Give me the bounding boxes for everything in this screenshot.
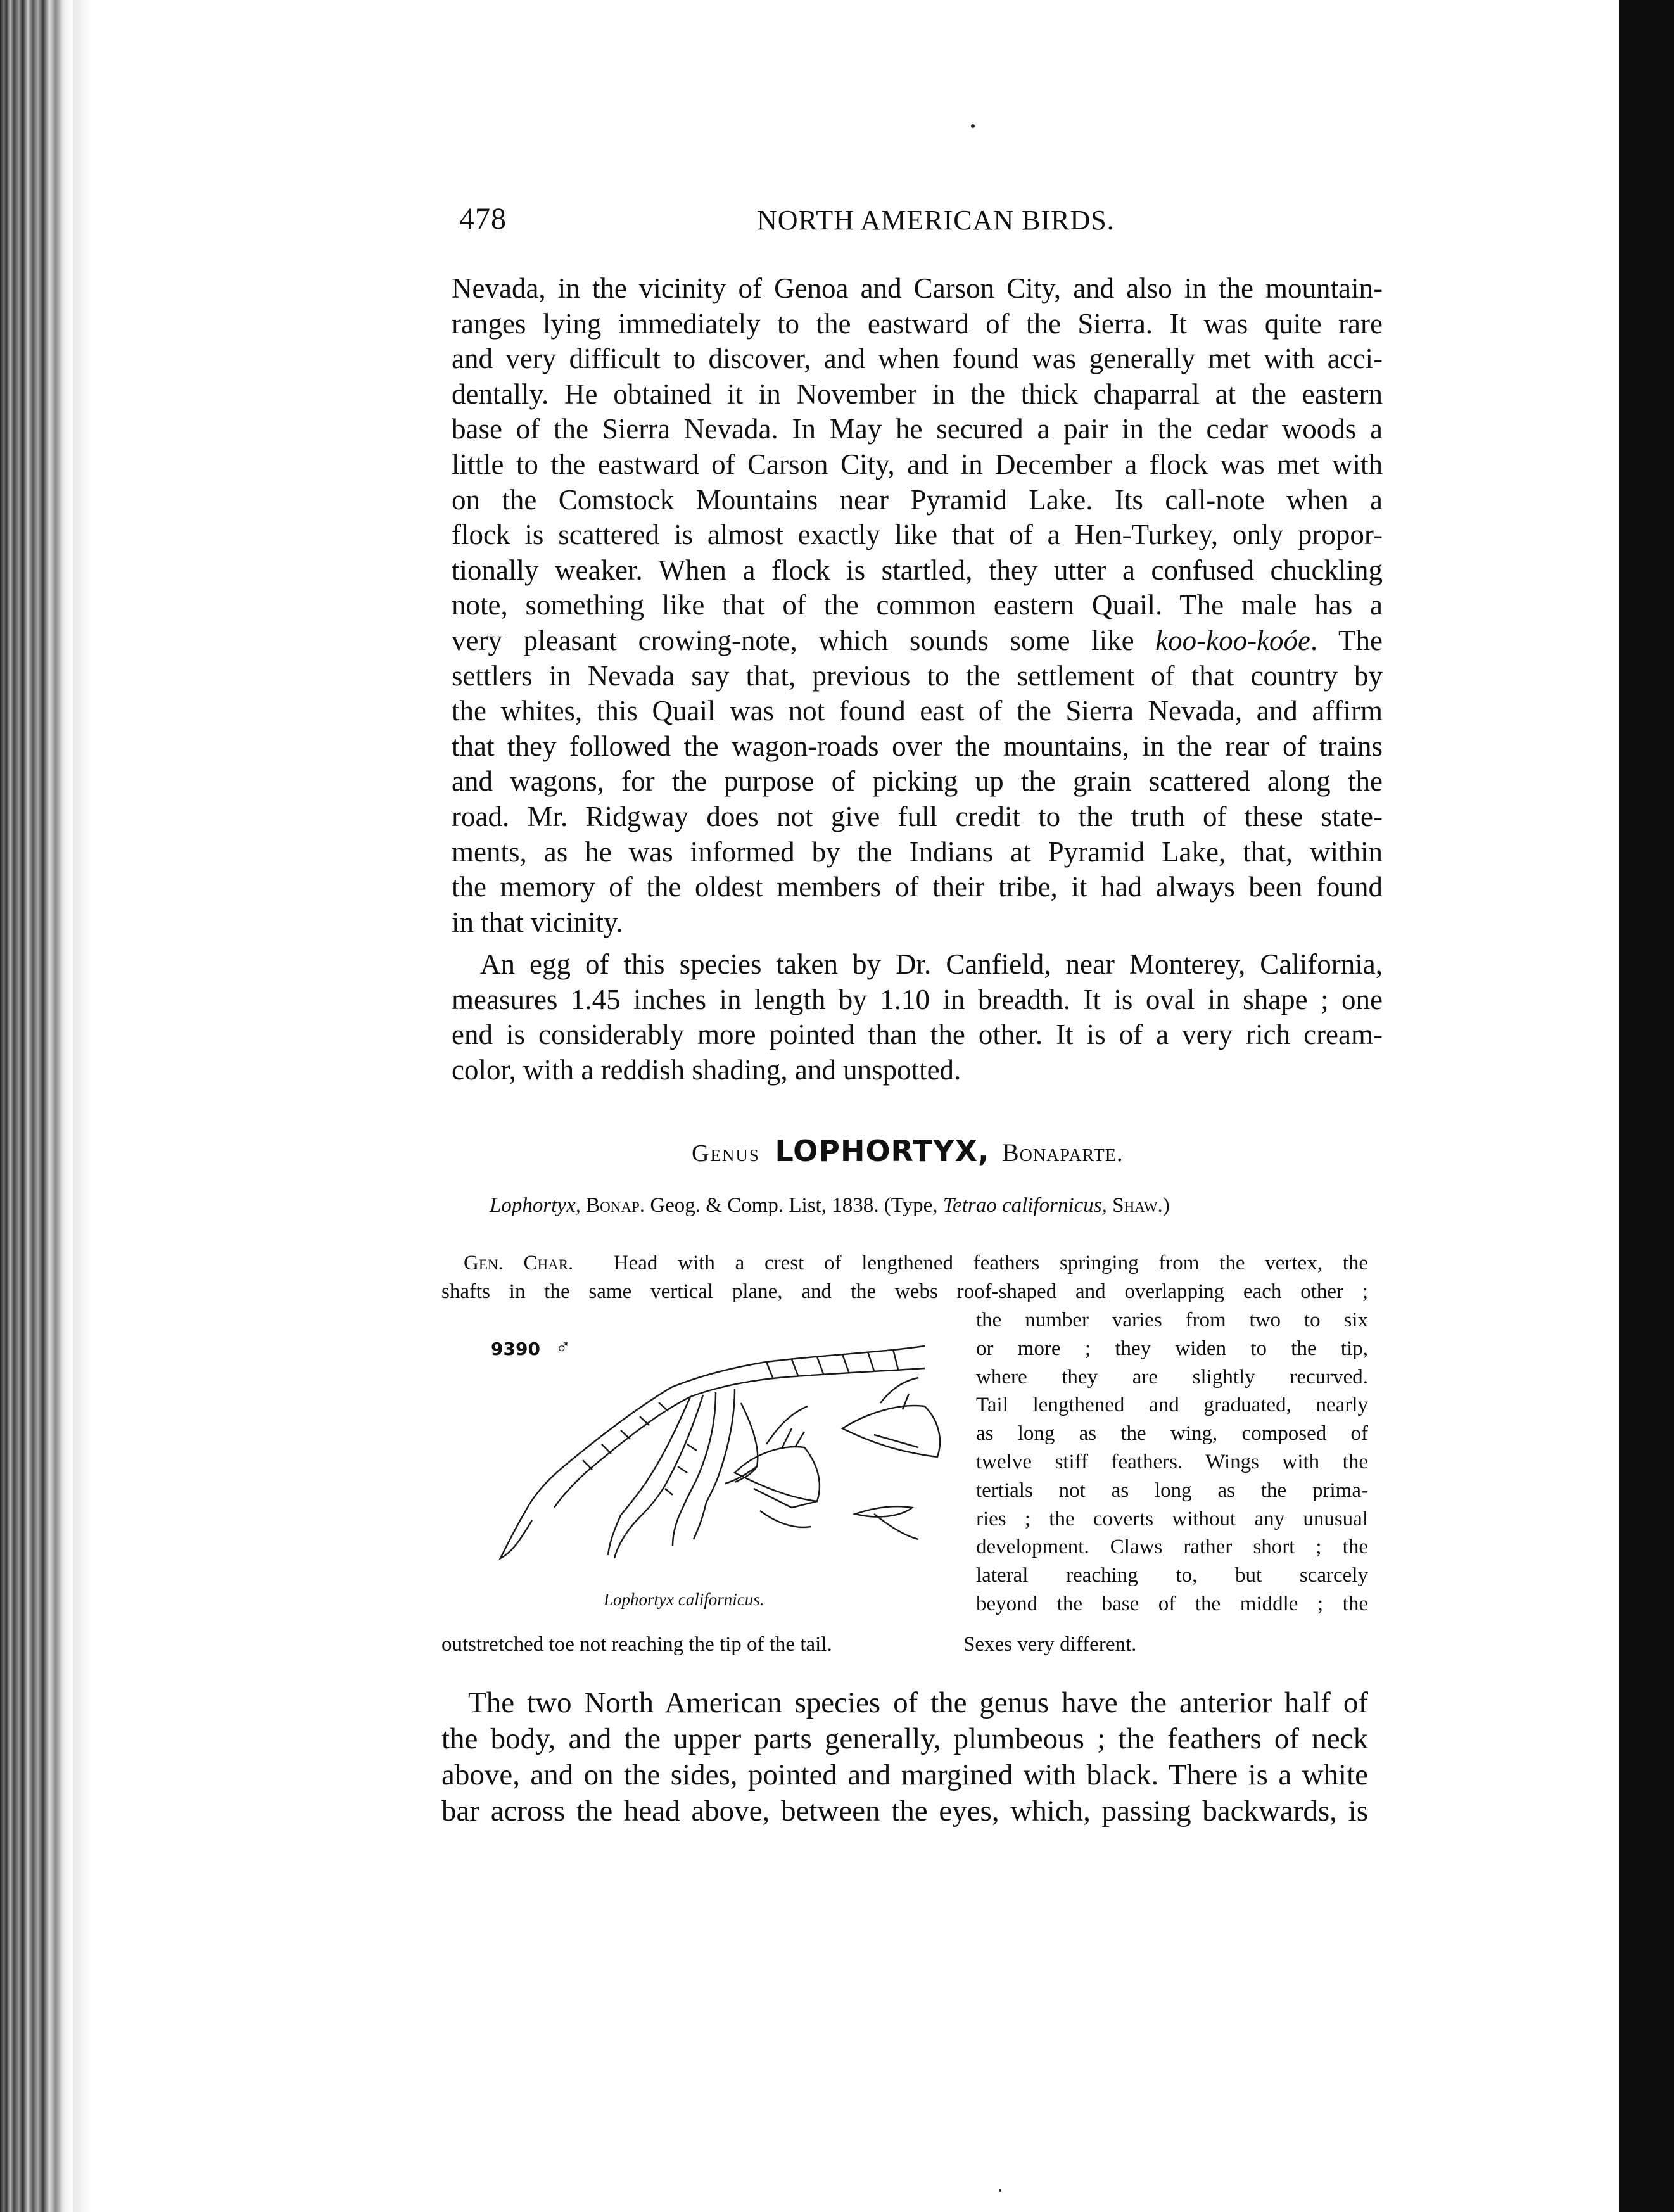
- text-line: beyond the base of the middle ; the: [976, 1592, 1368, 1615]
- citation-author: Bonap.: [586, 1194, 645, 1217]
- text-line: The two North American species of the genus have the anterior half of: [468, 1686, 1368, 1719]
- genus-heading: [692, 1134, 1124, 1168]
- citation-type-author: Shaw.): [1112, 1194, 1170, 1217]
- specimen-number: 9390: [491, 1338, 540, 1359]
- text-line: and very difficult to discover, and when found was generally met with acci-: [452, 343, 1383, 375]
- text-line: note, something like that of the common eastern Quail. The male has a: [452, 589, 1383, 621]
- text-line: Gen. Char. Head with a crest of lengthened feathers springing from the vertex, the: [464, 1252, 1369, 1274]
- text-line: road. Mr. Ridgway does not give full credit to the truth of these state-: [452, 800, 1383, 832]
- genus-author: Bonaparte.: [1002, 1138, 1124, 1167]
- head-drawings: [735, 1378, 940, 1539]
- text-line: shafts in the same vertical plane, and the webs roof-shaped and overlapping each other ;: [441, 1280, 1368, 1303]
- text-line: lateral reaching to, but scarcely: [976, 1564, 1368, 1587]
- text-line: color, with a reddish shading, and unspotted.: [452, 1053, 961, 1086]
- text-line: tionally weaker. When a flock is startled, they utter a confused chuckling: [452, 554, 1383, 586]
- text-line: development. Claws rather short ; the: [976, 1535, 1368, 1559]
- paragraph-nevada: [452, 271, 1383, 940]
- text-line-call-note: very pleasant crowing-note, which sounds some like koo-koo-koóe. The: [452, 624, 1383, 656]
- speck-mark: [971, 124, 975, 128]
- text-line: base of the Sierra Nevada. In May he secured a pair in the cedar woods a: [452, 413, 1383, 445]
- text-line: the whites, this Quail was not found east of the Sierra Nevada, and affirm: [452, 695, 1383, 727]
- text-line: end is considerably more pointed than the other. It is of a very rich cream-: [452, 1019, 1383, 1051]
- text-line: the body, and the upper parts generally, plumbeous ; the feathers of neck: [441, 1722, 1368, 1755]
- citation-type: Tetrao californicus,: [942, 1194, 1107, 1217]
- text-line: dentally. He obtained it in November in the thick chaparral at the eastern: [452, 378, 1383, 410]
- text-line: ries ; the coverts without any unusual: [976, 1507, 1368, 1530]
- text-line: and wagons, for the purpose of picking up the grain scattered along the: [452, 765, 1383, 798]
- text-line: or more ; they widen to the tip,: [976, 1337, 1368, 1360]
- text-line: Tail lengthened and graduated, nearly: [976, 1394, 1368, 1417]
- text-line: on the Comstock Mountains near Pyramid Lake. Its call-note when a: [452, 483, 1383, 516]
- text-line: An egg of this species taken by Dr. Canfield, near Monterey, California,: [480, 948, 1383, 980]
- call-note-italic: koo-koo-koóe: [1155, 624, 1311, 656]
- running-title: NORTH AMERICAN BIRDS.: [757, 205, 1115, 236]
- text-line: the number varies from two to six: [976, 1309, 1368, 1332]
- text-line: twelve stiff feathers. Wings with the: [976, 1450, 1368, 1473]
- text-line: the memory of the oldest members of their tribe, it had always been found: [452, 871, 1383, 903]
- generic-characters-side: [976, 1306, 1368, 1618]
- speck-mark: [999, 2189, 1001, 2192]
- sex-symbol: ♂: [555, 1335, 571, 1358]
- text-line: tertials not as long as the prima-: [976, 1478, 1368, 1502]
- right-page-edge: [1619, 0, 1674, 2212]
- paragraph-species: [441, 1685, 1368, 1829]
- text-line: ranges lying immediately to the eastward of the Sierra. It was quite rare: [452, 307, 1383, 340]
- text-line: Nevada, in the vicinity of Genoa and Carson City, and also in the mountain-: [452, 272, 1383, 304]
- text-line: flock is scattered is almost exactly like that of a Hen-Turkey, only propor-: [452, 519, 1383, 551]
- genus-name: LOPHORTYX,: [775, 1134, 990, 1168]
- text-line: that they followed the wagon-roads over the mountains, in the rear of trains: [452, 730, 1383, 762]
- text-line: settlers in Nevada say that, previous to the settlement of that country by: [452, 659, 1383, 692]
- generic-characters: [441, 1249, 1368, 1306]
- citation-reference: Geog. & Comp. List, 1838. (Type,: [650, 1194, 938, 1217]
- text-line: in that vicinity.: [452, 906, 623, 938]
- page-number: 478: [459, 202, 507, 236]
- genus-label: Genus: [692, 1140, 760, 1167]
- gen-char-last-left: outstretched toe not reaching the tip of the tail.: [441, 1633, 832, 1656]
- book-spine-shadow: [0, 0, 73, 2212]
- foot-drawing: [500, 1346, 925, 1558]
- gutter-fade: [73, 0, 92, 2212]
- paragraph-egg: [452, 947, 1383, 1088]
- gen-char-label: Gen. Char.: [464, 1252, 574, 1274]
- text-line: ments, as he was informed by the Indians at Pyramid Lake, that, within: [452, 836, 1383, 868]
- text-line: measures 1.45 inches in length by 1.10 in breadth. It is oval in shape ; one: [452, 983, 1383, 1015]
- text-line: where they are slightly recurved.: [976, 1365, 1368, 1389]
- text-line: as long as the wing, composed of: [976, 1422, 1368, 1446]
- text-line: bar across the head above, between the eyes, which, passing backwards, is: [441, 1795, 1368, 1827]
- genus-citation: [490, 1194, 1170, 1217]
- text-line: little to the eastward of Carson City, and in December a flock was met with: [452, 448, 1383, 480]
- text-line: above, and on the sides, pointed and margined with black. There is a white: [441, 1758, 1368, 1791]
- gen-char-last-right: Sexes very different.: [963, 1633, 1137, 1656]
- lophortyx-foot-and-head-illustration: [437, 1318, 956, 1584]
- figure-caption: Lophortyx californicus.: [604, 1590, 764, 1609]
- citation-genus: Lophortyx,: [490, 1194, 581, 1217]
